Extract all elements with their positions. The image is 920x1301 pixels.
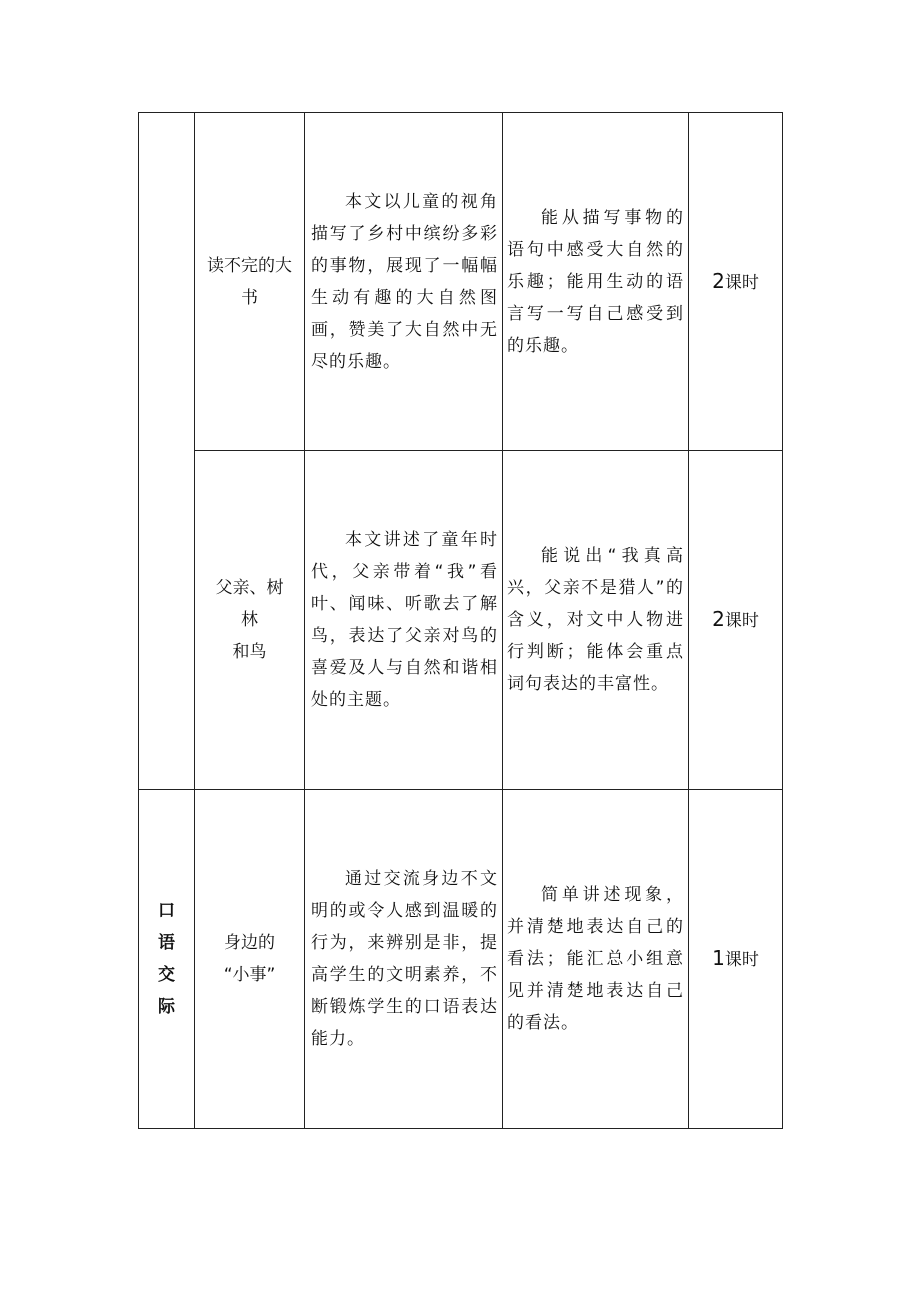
category-char: 交 [158, 965, 175, 985]
lesson-title-line: 和鸟 [232, 642, 267, 662]
lesson-title-line: 父亲、树 [215, 578, 284, 598]
table-row [139, 451, 783, 790]
goals-cell: 能从描写事物的语句中感受大自然的乐趣；能用生动的语言写一写自己感受到的乐趣。 [503, 113, 689, 451]
category-char: 口 [158, 901, 175, 921]
content-cell: 通过交流身边不文明的或令人感到温暖的行为，来辨别是非，提高学生的文明素养，不断锻炼学生的口语表达能力。 [305, 790, 503, 1129]
content-cell: 本文以儿童的视角描写了乡村中缤纷多彩的事物，展现了一幅幅生动有趣的大自然图画，赞美了大自然中无尽的乐趣。 [305, 113, 503, 451]
hours-number: 2 [712, 268, 725, 293]
lesson-title-line: 读不完的大 [207, 255, 292, 276]
hours-unit: 课时 [724, 611, 759, 631]
hours-cell [689, 113, 783, 451]
category-char: 际 [158, 997, 175, 1017]
hours-cell [689, 451, 783, 790]
hours-unit: 课时 [724, 272, 759, 293]
goals-cell: 能说出“我真高兴，父亲不是猎人”的含义，对文中人物进行判断；能体会重点词句表达的丰富性。 [503, 451, 689, 790]
hours-number: 2 [712, 607, 725, 631]
lesson-title-line: 书 [241, 287, 258, 308]
hours-number: 1 [712, 946, 725, 970]
category-char: 语 [158, 933, 175, 953]
goals-cell: 简单讲述现象，并清楚地表达自己的看法；能汇总小组意见并清楚地表达自己的看法。 [503, 790, 689, 1129]
curriculum-table [138, 112, 783, 1129]
category-cell [139, 790, 195, 1129]
lesson-title-cell [195, 113, 305, 451]
hours-unit: 课时 [724, 950, 759, 970]
lesson-title-line: 身边的 [224, 933, 275, 953]
table-row [139, 113, 783, 451]
category-cell-empty [139, 113, 195, 790]
lesson-title-line: 林 [241, 610, 258, 630]
content-cell: 本文讲述了童年时代，父亲带着“我”看叶、闻味、听歌去了解鸟，表达了父亲对鸟的喜爱及人与自然和谐相处的主题。 [305, 451, 503, 790]
table-row [139, 790, 783, 1129]
lesson-title-cell [195, 451, 305, 790]
hours-cell [689, 790, 783, 1129]
lesson-title-line: “小事” [223, 965, 276, 985]
lesson-title-cell [195, 790, 305, 1129]
